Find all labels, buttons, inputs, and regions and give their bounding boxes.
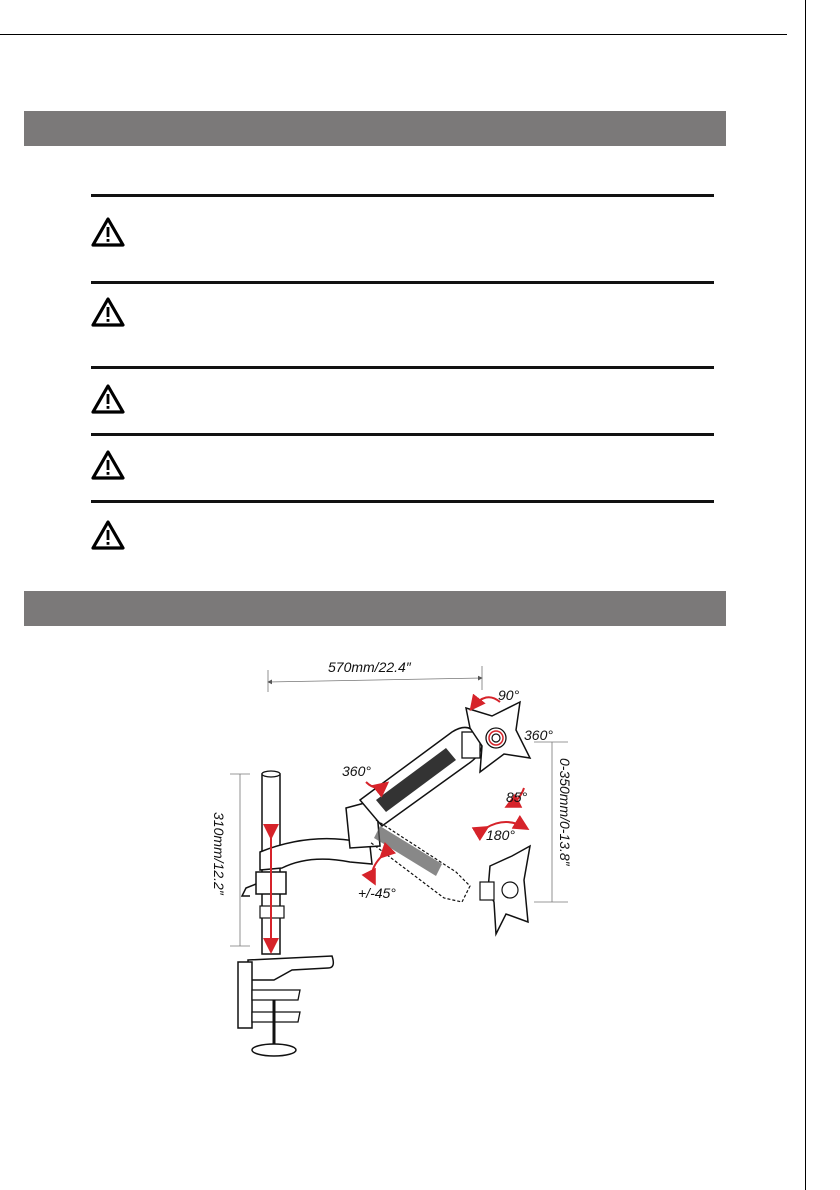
- arm-tilt-label: +/-45°: [358, 885, 396, 901]
- section-header-bar-2: [24, 591, 726, 626]
- swivel-label: 180°: [486, 827, 515, 843]
- section-header-bar-1: [24, 111, 726, 146]
- warning-triangle-icon: [91, 450, 125, 485]
- warning-row-4: [91, 433, 714, 502]
- tilt-label: 85°: [506, 789, 528, 805]
- warning-triangle-icon: [91, 297, 125, 332]
- warning-row-3: [91, 366, 714, 435]
- warning-row-2: [91, 281, 714, 368]
- pole-height-label: 310mm/12.2″: [211, 812, 227, 895]
- warning-triangle-icon: [91, 217, 125, 252]
- page-trim-line-vertical: [805, 0, 806, 1190]
- clamp-knob: [252, 1044, 296, 1056]
- warning-triangle-icon: [91, 384, 125, 419]
- page-trim-line-horizontal: [0, 34, 787, 35]
- warning-row-1: [91, 194, 714, 283]
- warning-row-5: [91, 500, 714, 563]
- desk-base: [248, 956, 333, 980]
- lift-range-label: 0-350mm/0-13.8″: [557, 758, 573, 866]
- rotation-top-label: 90°: [498, 687, 520, 703]
- arm-tilt-arrow: [372, 856, 382, 882]
- rotation-joint-label: 360°: [342, 763, 371, 779]
- arm-reach-dimension-line: [268, 678, 482, 682]
- rotation-plate-label: 360°: [524, 727, 553, 743]
- rotation-90-arrow: [472, 697, 500, 708]
- arm-reach-label: 570mm/22.4″: [328, 659, 411, 675]
- monitor-arm-diagram: [190, 650, 610, 1070]
- warning-triangle-icon: [91, 520, 125, 555]
